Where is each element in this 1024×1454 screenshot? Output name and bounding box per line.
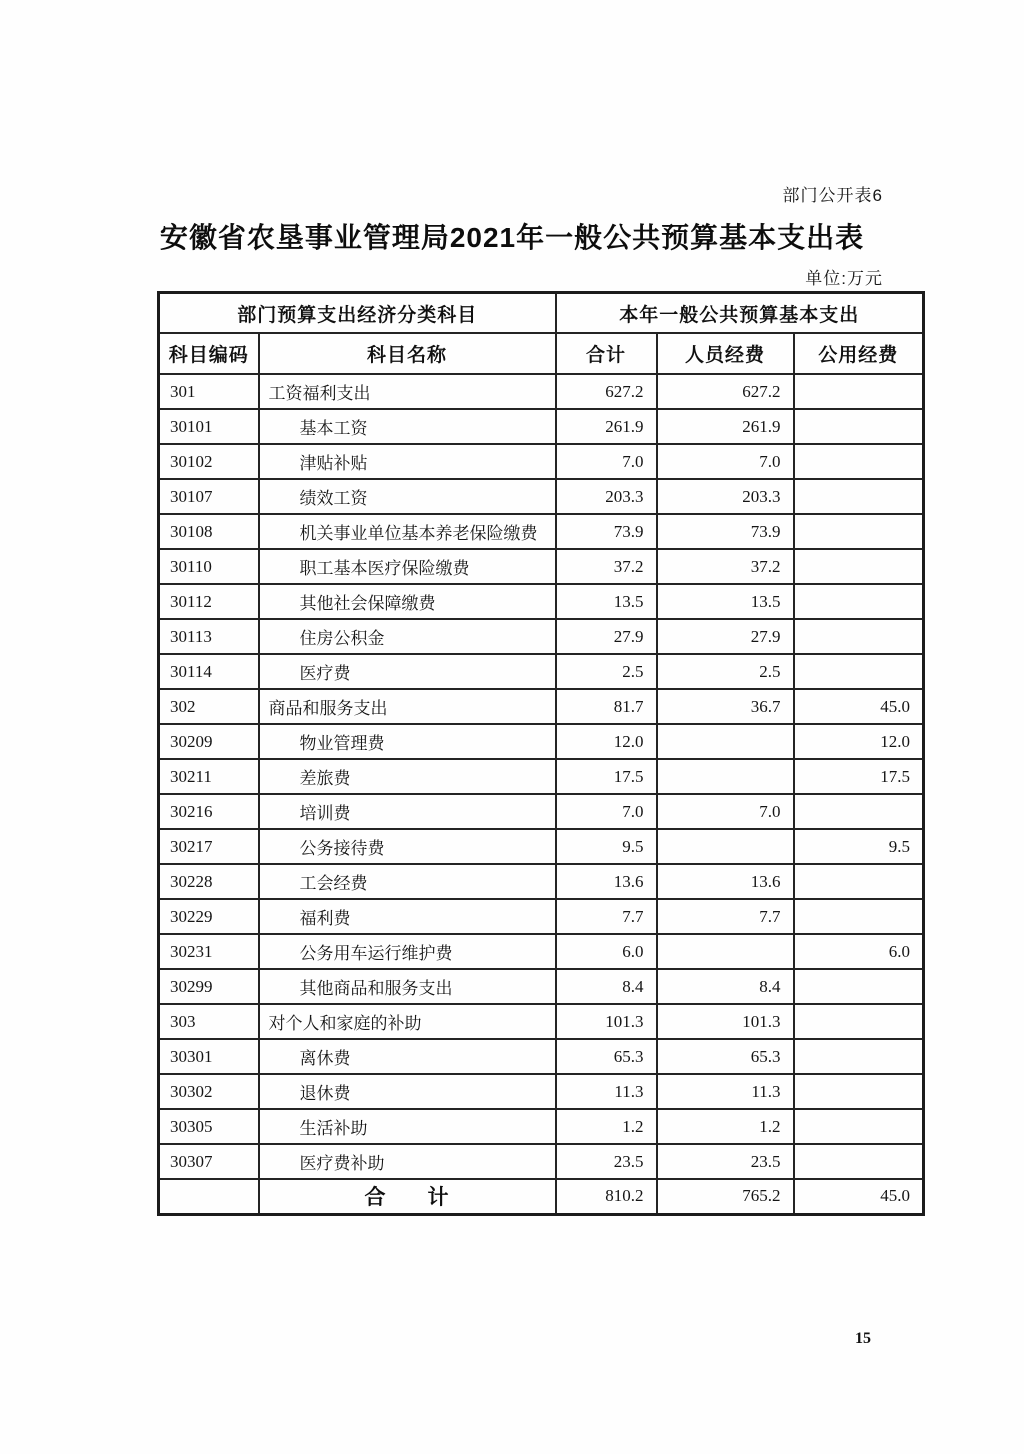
cell-public: 12.0 [794,724,924,759]
cell-public [794,444,924,479]
cell-name: 退休费 [259,1074,556,1109]
cell-name: 公务接待费 [259,829,556,864]
table-row [159,899,924,934]
cell-personnel: 261.9 [657,409,794,444]
cell-personnel: 203.3 [657,479,794,514]
cell-name: 培训费 [259,794,556,829]
cell-personnel: 101.3 [657,1004,794,1039]
cell-code: 30301 [159,1039,259,1074]
cell-code: 30211 [159,759,259,794]
cell-total: 6.0 [556,934,657,969]
cell-total: 627.2 [556,374,657,409]
cell-total: 11.3 [556,1074,657,1109]
table-row-total [159,1179,924,1214]
cell-total: 2.5 [556,654,657,689]
cell-personnel: 37.2 [657,549,794,584]
cell-name: 工会经费 [259,864,556,899]
cell-personnel [657,724,794,759]
cell-name: 福利费 [259,899,556,934]
cell-total: 37.2 [556,549,657,584]
cell-personnel: 8.4 [657,969,794,1004]
table-row [159,969,924,1004]
cell-personnel: 23.5 [657,1144,794,1179]
cell-code: 30302 [159,1074,259,1109]
cell-code: 30228 [159,864,259,899]
cell-total: 73.9 [556,514,657,549]
cell-public [794,479,924,514]
table-row [159,619,924,654]
cell-personnel: 1.2 [657,1109,794,1144]
table-row [159,1144,924,1179]
unit-note: 单位:万元 [805,269,883,288]
cell-code: 30209 [159,724,259,759]
cell-total: 261.9 [556,409,657,444]
column-header-total: 合计 [556,333,657,374]
cell-public [794,584,924,619]
cell-name: 医疗费 [259,654,556,689]
cell-total: 7.0 [556,794,657,829]
table-row [159,514,924,549]
cell-public [794,549,924,584]
cell-public: 9.5 [794,829,924,864]
cell-personnel: 7.0 [657,794,794,829]
cell-code: 30299 [159,969,259,1004]
table-row [159,374,924,409]
table-header [159,293,924,375]
cell-public [794,619,924,654]
column-header-public: 公用经费 [794,333,924,374]
cell-name: 合 计 [259,1179,556,1214]
column-header-code: 科目编码 [159,333,259,374]
table-row [159,444,924,479]
table-row [159,934,924,969]
cell-total: 17.5 [556,759,657,794]
table-row [159,759,924,794]
cell-personnel [657,759,794,794]
cell-public: 6.0 [794,934,924,969]
column-header-row [159,333,924,374]
cell-code: 30114 [159,654,259,689]
cell-personnel: 73.9 [657,514,794,549]
cell-personnel: 7.7 [657,899,794,934]
cell-total: 1.2 [556,1109,657,1144]
cell-code: 30216 [159,794,259,829]
cell-personnel [657,934,794,969]
cell-personnel: 7.0 [657,444,794,479]
cell-name: 商品和服务支出 [259,689,556,724]
table-row [159,1109,924,1144]
cell-name: 职工基本医疗保险缴费 [259,549,556,584]
cell-code: 302 [159,689,259,724]
cell-public [794,1144,924,1179]
cell-total: 81.7 [556,689,657,724]
cell-code: 301 [159,374,259,409]
cell-public [794,864,924,899]
column-header-personnel: 人员经费 [657,333,794,374]
cell-name: 住房公积金 [259,619,556,654]
cell-personnel: 627.2 [657,374,794,409]
cell-name: 机关事业单位基本养老保险缴费 [259,514,556,549]
group-header-subject: 部门预算支出经济分类科目 [159,293,556,334]
cell-public [794,654,924,689]
table-row [159,829,924,864]
cell-personnel: 2.5 [657,654,794,689]
cell-code: 30217 [159,829,259,864]
cell-public [794,1074,924,1109]
cell-public [794,1039,924,1074]
cell-personnel: 65.3 [657,1039,794,1074]
cell-name: 基本工资 [259,409,556,444]
cell-public [794,514,924,549]
table-row [159,794,924,829]
cell-total: 8.4 [556,969,657,1004]
cell-public: 17.5 [794,759,924,794]
cell-code: 30110 [159,549,259,584]
cell-code: 30113 [159,619,259,654]
table-row [159,1039,924,1074]
cell-name: 其他商品和服务支出 [259,969,556,1004]
cell-name: 生活补助 [259,1109,556,1144]
cell-code: 30108 [159,514,259,549]
cell-personnel: 36.7 [657,689,794,724]
cell-name: 津贴补贴 [259,444,556,479]
column-header-name: 科目名称 [259,333,556,374]
cell-code: 30229 [159,899,259,934]
cell-total: 13.6 [556,864,657,899]
table-row [159,549,924,584]
cell-total: 23.5 [556,1144,657,1179]
table-row [159,479,924,514]
cell-personnel: 13.5 [657,584,794,619]
page-number: 15 [855,1330,871,1347]
cell-name: 其他社会保障缴费 [259,584,556,619]
cell-code: 30231 [159,934,259,969]
cell-personnel: 765.2 [657,1179,794,1214]
cell-total: 7.7 [556,899,657,934]
cell-name: 医疗费补助 [259,1144,556,1179]
cell-code: 30101 [159,409,259,444]
cell-total: 203.3 [556,479,657,514]
cell-public: 45.0 [794,1179,924,1214]
table-row [159,1074,924,1109]
cell-total: 12.0 [556,724,657,759]
cell-total: 65.3 [556,1039,657,1074]
cell-name: 离休费 [259,1039,556,1074]
cell-total: 27.9 [556,619,657,654]
cell-total: 9.5 [556,829,657,864]
cell-total: 7.0 [556,444,657,479]
cell-personnel: 13.6 [657,864,794,899]
cell-public [794,409,924,444]
table-row [159,864,924,899]
cell-name: 绩效工资 [259,479,556,514]
table-row [159,689,924,724]
table-body [159,374,924,1214]
page-title: 安徽省农垦事业管理局2021年一般公共预算基本支出表 [159,222,865,253]
cell-public [794,794,924,829]
group-header-row [159,293,924,334]
cell-personnel: 11.3 [657,1074,794,1109]
table-row [159,654,924,689]
cell-total: 101.3 [556,1004,657,1039]
cell-code: 30112 [159,584,259,619]
budget-table [157,291,925,1216]
cell-code: 30307 [159,1144,259,1179]
table-row [159,1004,924,1039]
cell-name: 对个人和家庭的补助 [259,1004,556,1039]
cell-public [794,1004,924,1039]
cell-personnel [657,829,794,864]
cell-name: 工资福利支出 [259,374,556,409]
cell-code: 30305 [159,1109,259,1144]
cell-code: 30107 [159,479,259,514]
cell-total: 13.5 [556,584,657,619]
cell-code: 30102 [159,444,259,479]
cell-public [794,374,924,409]
table-row [159,409,924,444]
cell-name: 物业管理费 [259,724,556,759]
group-header-expenditure: 本年一般公共预算基本支出 [556,293,924,334]
cell-public [794,899,924,934]
cell-total: 810.2 [556,1179,657,1214]
cell-public [794,1109,924,1144]
cell-personnel: 27.9 [657,619,794,654]
cell-public [794,969,924,1004]
cell-name: 公务用车运行维护费 [259,934,556,969]
table-row [159,584,924,619]
doc-sheet-label: 部门公开表6 [782,186,883,205]
cell-code [159,1179,259,1214]
cell-code: 303 [159,1004,259,1039]
table-row [159,724,924,759]
cell-public: 45.0 [794,689,924,724]
cell-name: 差旅费 [259,759,556,794]
